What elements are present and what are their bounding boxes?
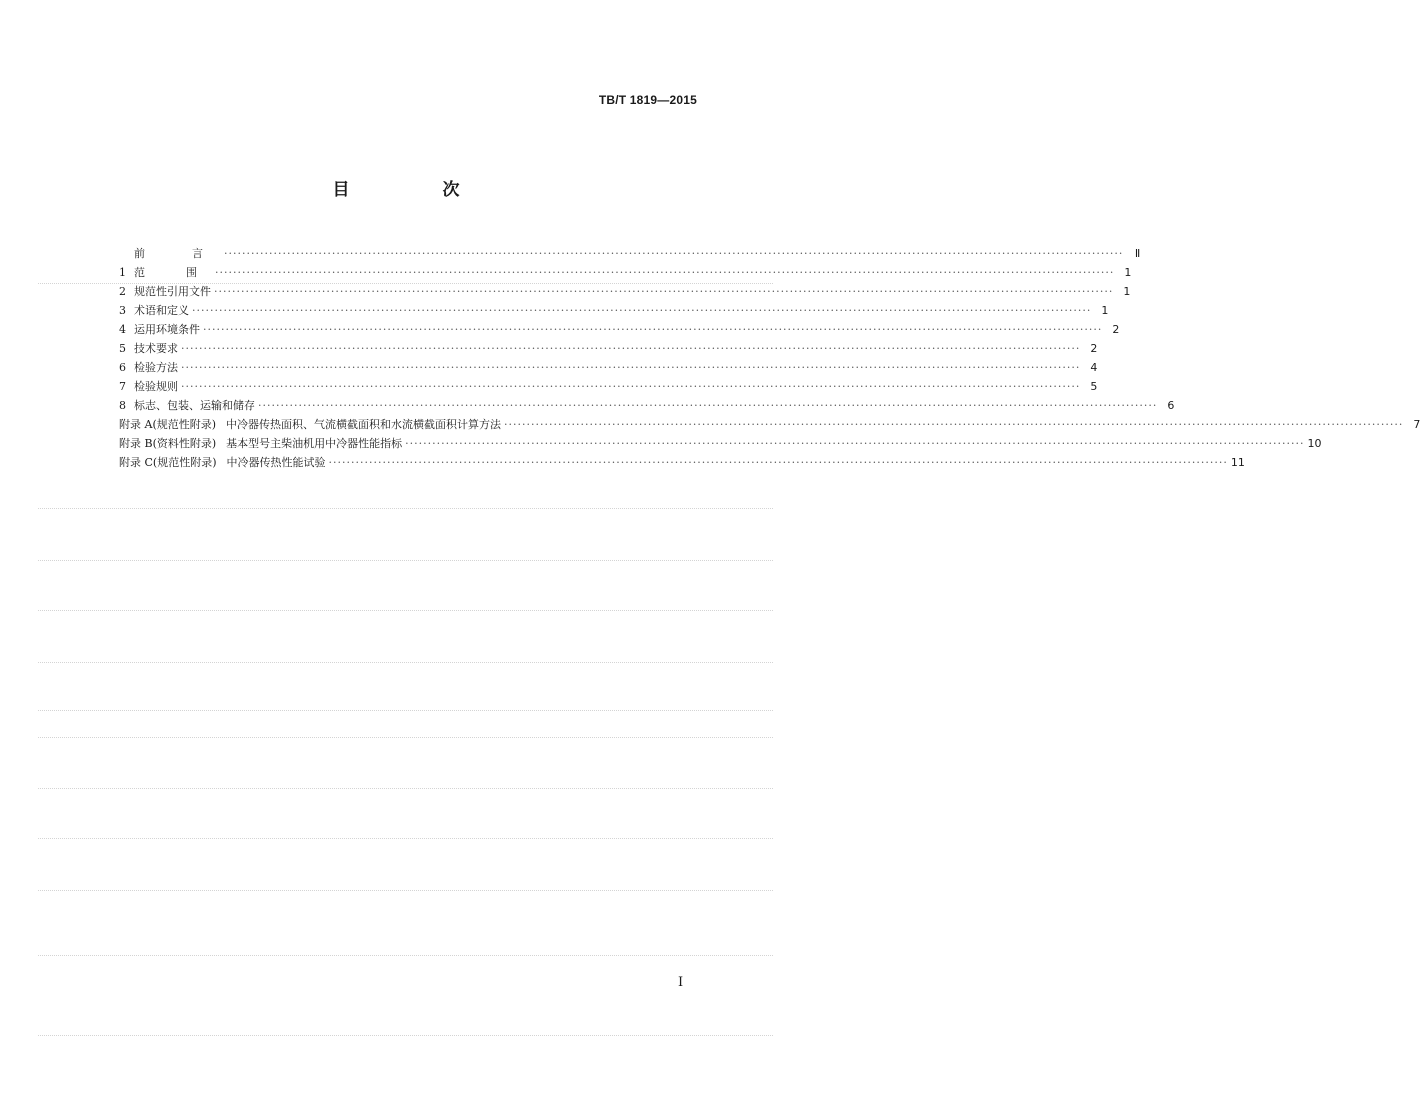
scan-artifact-line [38,1035,773,1036]
toc-entry[interactable] [119,263,1132,282]
scan-artifact-line [38,890,773,891]
document-code: TB/T 1819—2015 [598,93,697,107]
toc-annex-entry[interactable] [119,453,1245,472]
scan-artifact-line [38,838,773,839]
toc-entry-label: 检验规则 [134,380,178,393]
toc-page-number: 1 [1123,285,1131,298]
toc-page-number: 4 [1090,361,1098,374]
toc-entry[interactable] [119,320,1120,339]
toc-page-number: 1 [1124,266,1132,279]
toc-entry-number: 3 [119,304,126,317]
toc-entry[interactable] [119,301,1109,320]
toc-entry[interactable] [119,377,1098,396]
toc-page-number: 6 [1167,399,1175,412]
toc-entry-label: 运用环境条件 [134,323,200,336]
toc-entry-number: 6 [119,361,126,374]
toc-page-number: 5 [1090,380,1098,393]
toc-annex-entry[interactable] [119,415,1420,434]
toc-entry-number: 4 [119,323,126,336]
toc-page-number: 2 [1112,323,1120,336]
toc-annex-prefix: 附录 A(规范性附录) [119,418,217,431]
scan-artifact-line [38,610,773,611]
toc-entry[interactable] [119,339,1098,358]
toc-entry-label: 基本型号主柴油机用中冷器性能指标 [226,437,403,450]
toc-leader-dots: ········································································································································································································ [224,247,1124,260]
page-folio: I [678,975,684,990]
toc-page-number: 7 [1413,418,1420,431]
toc-entry[interactable] [119,358,1098,377]
toc-entry-label: 前 言 [134,247,221,260]
toc-entry-label: 标志、包装、运输和储存 [134,399,255,412]
toc-page-number: 1 [1101,304,1109,317]
toc-leader-dots: ········································································································································································································ [214,285,1114,298]
table-of-contents [119,244,1420,472]
scan-artifact-line [38,737,773,738]
toc-title: 目 次 [332,180,498,200]
toc-entry-number: 2 [119,285,126,298]
toc-entry-label: 中冷器传热面积、气流横截面积和水流横截面积计算方法 [226,418,502,431]
toc-leader-dots: ········································································································································································································ [181,361,1081,374]
toc-leader-dots: ········································································································································································································ [203,323,1103,336]
toc-entry[interactable] [119,244,1141,263]
scan-artifact-line [38,955,773,956]
scan-artifact-line [38,560,773,561]
toc-page-number: 10 [1307,437,1322,450]
toc-entry-label: 术语和定义 [134,304,189,317]
toc-entry-number: 5 [119,342,126,355]
toc-page-number: 11 [1230,456,1245,469]
toc-leader-dots: ········································································································································································································ [181,380,1081,393]
toc-page-number: Ⅱ [1134,247,1141,260]
toc-entry-label: 规范性引用文件 [134,285,211,298]
toc-entry-label: 范 围 [134,266,212,279]
toc-entry-label: 技术要求 [134,342,178,355]
scan-artifact-line [38,788,773,789]
toc-entry-number: 8 [119,399,126,412]
toc-entry-number: 7 [119,380,126,393]
scan-artifact-line [38,710,773,711]
toc-annex-prefix: 附录 B(资料性附录) [119,437,217,450]
toc-page-number: 2 [1090,342,1098,355]
toc-entry-label: 中冷器传热性能试验 [226,456,326,469]
toc-leader-dots: ········································································································································································································ [328,456,1228,469]
scan-artifact-line [38,508,773,509]
toc-annex-entry[interactable] [119,434,1322,453]
toc-leader-dots: ········································································································································································································ [405,437,1305,450]
toc-annex-prefix: 附录 C(规范性附录) [119,456,217,469]
scan-artifact-line [38,662,773,663]
toc-leader-dots: ········································································································································································································ [258,399,1158,412]
toc-leader-dots: ········································································································································································································ [181,342,1081,355]
scan-artifact-line [38,283,773,284]
toc-entry-label: 检验方法 [134,361,178,374]
toc-entry[interactable] [119,282,1131,301]
toc-leader-dots: ········································································································································································································ [215,266,1115,279]
toc-entry-number: 1 [119,266,126,279]
toc-entry[interactable] [119,396,1175,415]
toc-leader-dots: ········································································································································································································ [504,418,1404,431]
toc-leader-dots: ········································································································································································································ [192,304,1092,317]
